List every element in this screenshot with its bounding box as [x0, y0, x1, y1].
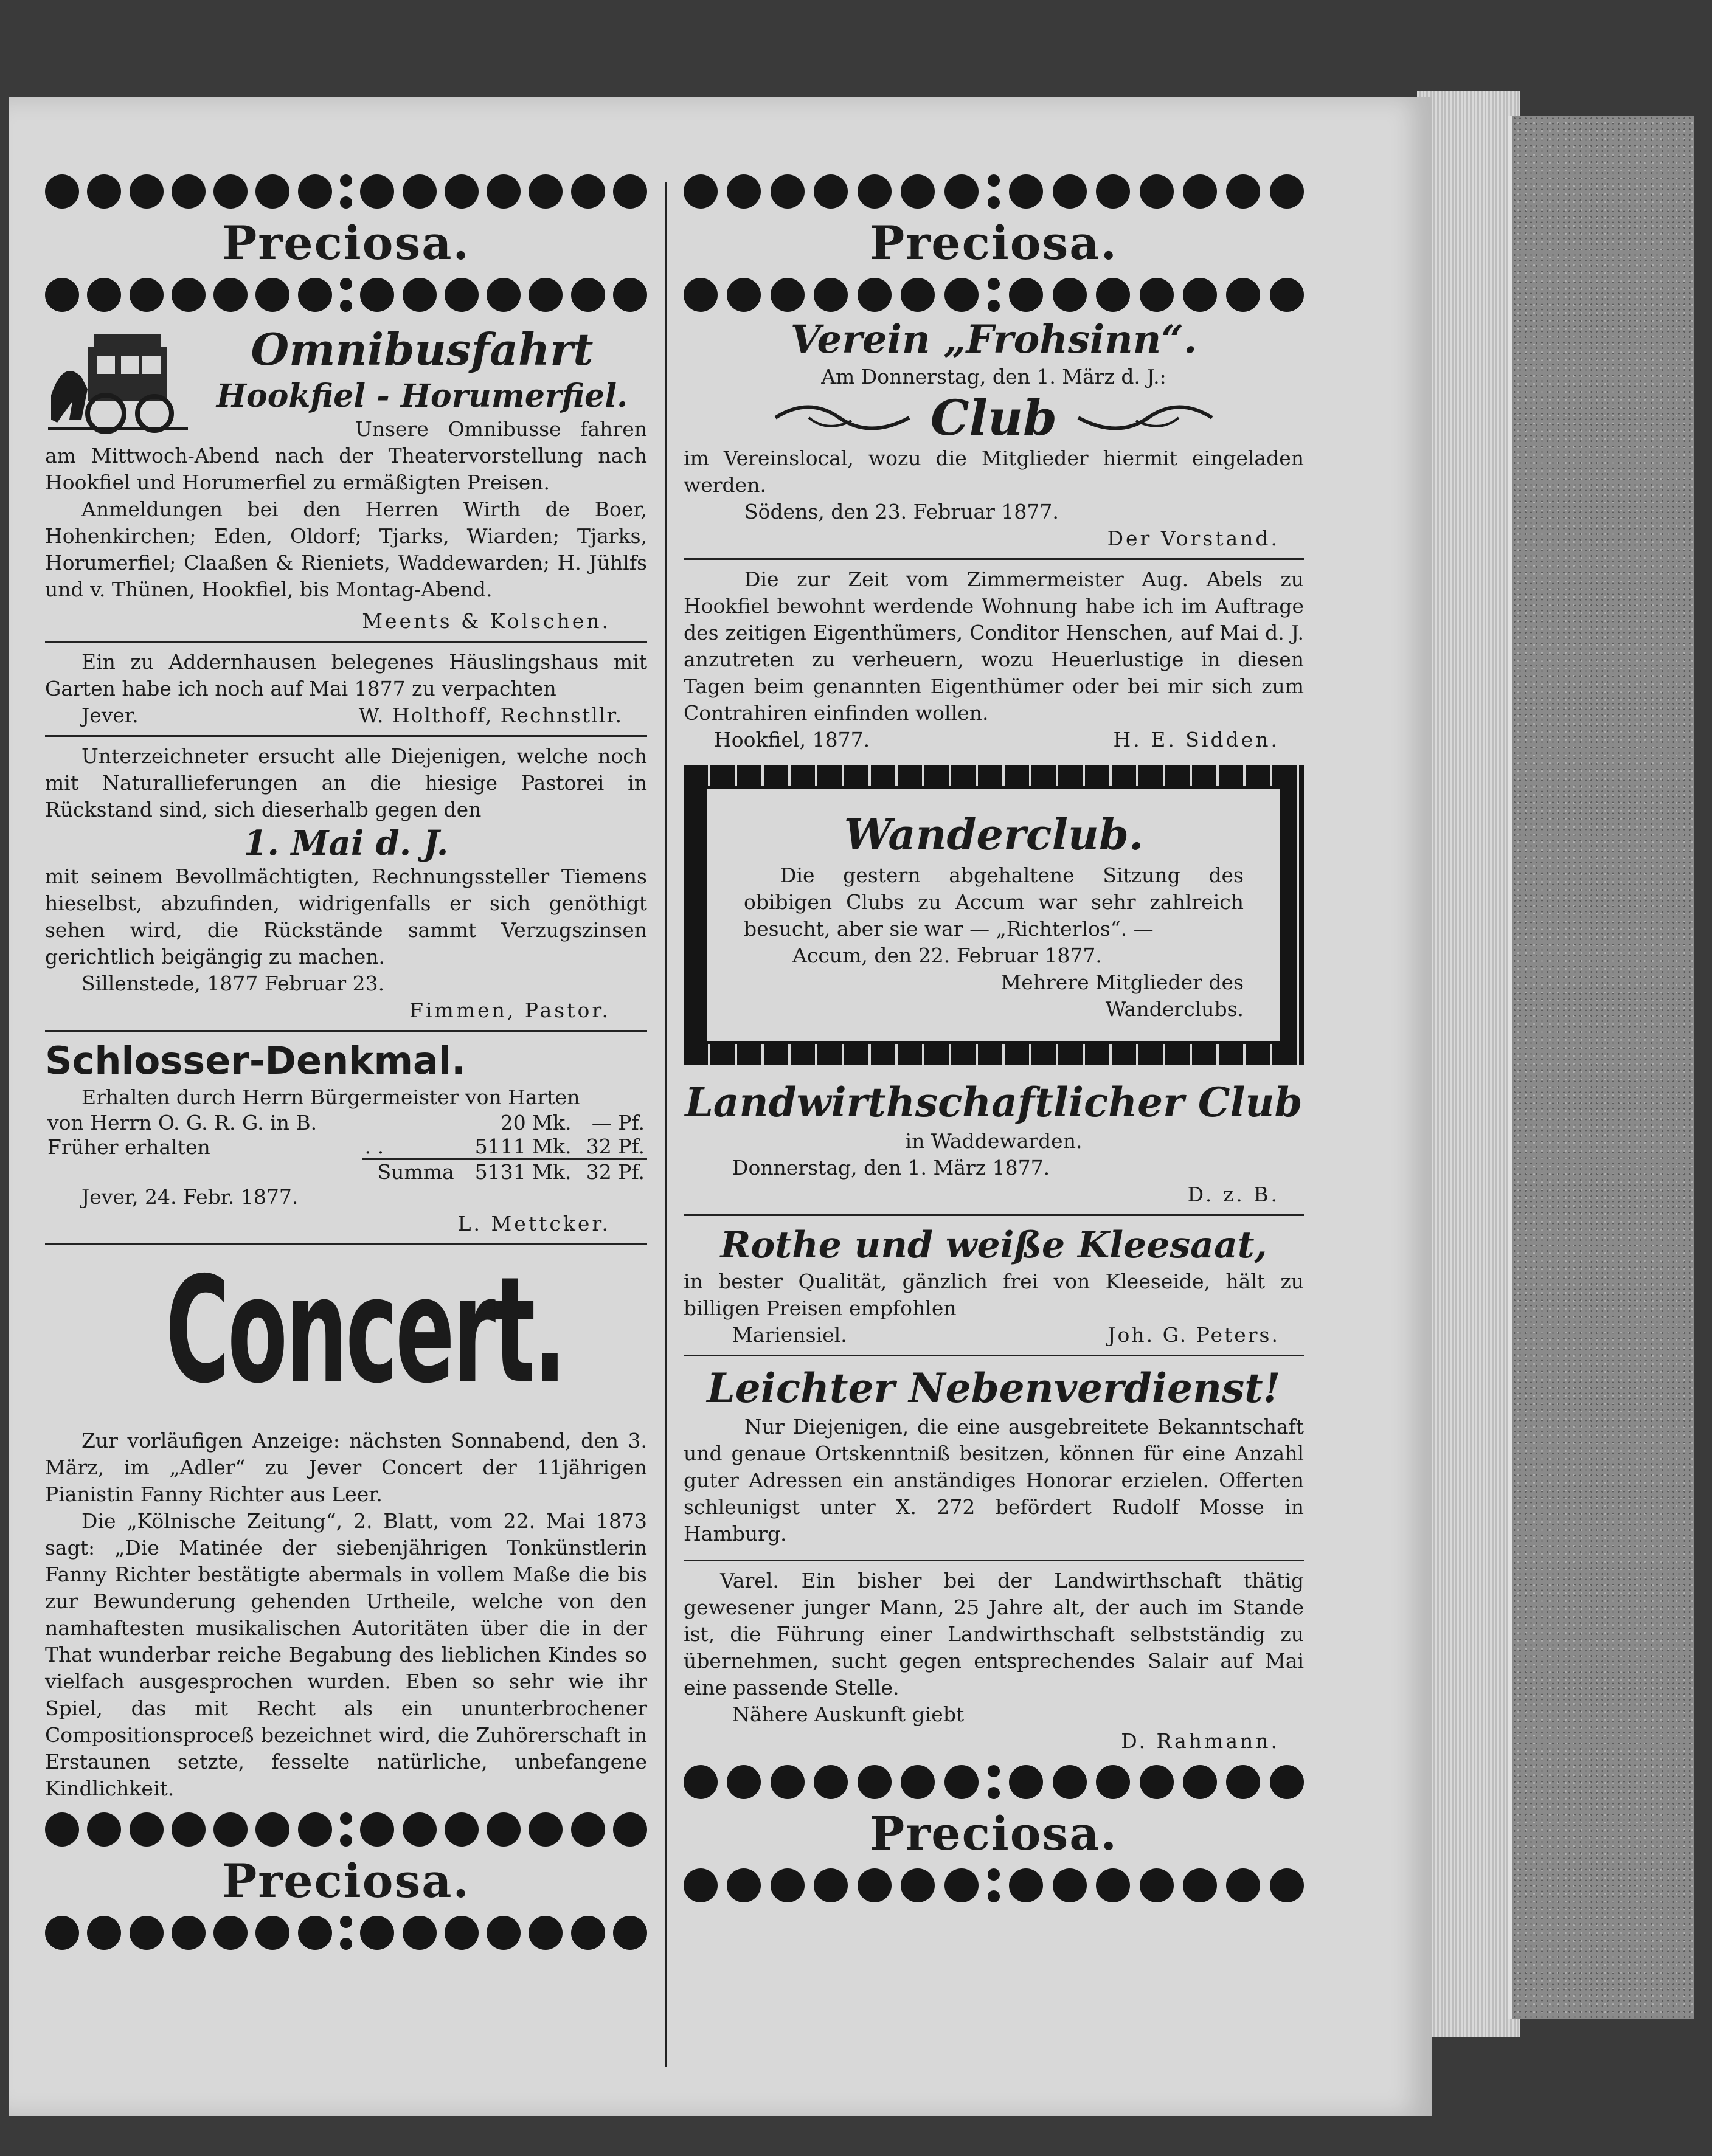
- ornament-dot: [1183, 1765, 1217, 1799]
- wohnung-body: Die zur Zeit vom Zimmermeister Aug. Abels zu Hookfiel bewohnt werdende Wohnung habe ich im Auftrage des zeitigen Eigenthümers, Conditor Henschen, auf Mai d. J. anzutreten zu verheuern, wozu Heuerlustige in diesen Tagen beim genannten Eigenthümer oder bei mir sich zum Contrahiren einfinden wollen.: [684, 567, 1304, 725]
- donation-pf: — Pf.: [591, 1111, 645, 1135]
- pastorei-ad: [45, 743, 647, 1024]
- ornament-dot: [858, 1765, 892, 1799]
- concert-title: Concert.: [165, 1245, 564, 1415]
- wanderclub-bordered-ad: [684, 765, 1304, 1065]
- pastorei-deadline: 1. Mai d. J.: [243, 823, 449, 863]
- sum-label: Summa: [362, 1159, 457, 1184]
- ornament-dot: [1009, 278, 1043, 312]
- wohnung-signature: H. E. Sidden.: [1113, 728, 1280, 751]
- ornament-dot: [130, 278, 164, 312]
- donation-sum-row: [45, 1159, 647, 1184]
- frohsinn-ad: [684, 316, 1304, 552]
- ornament-dot: [1053, 1765, 1087, 1799]
- column-divider: [665, 182, 667, 2067]
- dot-rule: [45, 170, 647, 213]
- ornament-dot: [901, 278, 935, 312]
- ornament-dot: [403, 174, 437, 209]
- ornament-dot: [771, 278, 805, 312]
- ornament-dot: [901, 174, 935, 209]
- section-rule: [684, 1560, 1304, 1561]
- omnibus-route: Hookfiel - Horumerfiel.: [216, 378, 628, 415]
- landwirth-dateline: Donnerstag, den 1. März 1877.: [732, 1156, 1050, 1180]
- ornament-dot: [130, 1812, 164, 1847]
- ornament-dot: [684, 278, 718, 312]
- ornament-dot: [613, 278, 647, 312]
- preciosa-banner: Preciosa.: [222, 1854, 470, 1908]
- section-rule: [45, 1030, 647, 1032]
- ornament-dot: [727, 278, 761, 312]
- ornament-dot: [814, 1765, 848, 1799]
- preciosa-banner: Preciosa.: [870, 1806, 1118, 1861]
- kleesaat-ad: [684, 1222, 1304, 1349]
- landwirth-place: in Waddewarden.: [905, 1129, 1083, 1153]
- wanderclub-dateline: Accum, den 22. Februar 1877.: [792, 944, 1102, 967]
- ornament-dot: [529, 278, 563, 312]
- ornament-dot: [360, 1812, 394, 1847]
- ornament-dot: [613, 1916, 647, 1950]
- ornament-dot: [1226, 278, 1260, 312]
- ornament-dot: [944, 174, 979, 209]
- concert-announcement: Zur vorläufigen Anzeige: nächsten Sonnabend, den 3. März, im „Adler“ zu Jever Concert der 11jährigen Pianistin Fanny Richter aus Leer.: [45, 1429, 647, 1506]
- ornament-dot: [901, 1868, 935, 1902]
- ornament-dot: [613, 174, 647, 209]
- varel-ad: [684, 1567, 1304, 1755]
- ornament-dot: [771, 174, 805, 209]
- sum-mk: 5131 Mk.: [457, 1159, 574, 1184]
- ornament-dot: [1053, 174, 1087, 209]
- wohnung-ad: [684, 566, 1304, 753]
- dot-rule: [45, 1912, 647, 1954]
- schlosser-dateline: Jever, 24. Febr. 1877.: [81, 1185, 299, 1209]
- ornament-dot: [213, 1916, 248, 1950]
- ornament-dot: [571, 1812, 605, 1847]
- kleesaat-place: Mariensiel.: [732, 1323, 847, 1347]
- frohsinn-body: im Vereinslocal, wozu die Mitglieder hiermit eingeladen werden.: [684, 446, 1304, 497]
- section-rule: [45, 735, 647, 737]
- donation-row: [45, 1135, 647, 1159]
- nebenverdienst-body: Nur Diejenigen, die eine ausgebreitete Bekanntschaft und genaue Ortskenntniß besitzen, können für eine Anzahl guter Adressen ein anständiges Honorar erzielen. Offerten schleunigst unter X. 272 befördert Rudolf Mosse in Hamburg.: [684, 1415, 1304, 1546]
- ornament-dot: [858, 1868, 892, 1902]
- ornament-colon: [988, 1868, 1000, 1902]
- ornament-dot: [172, 1812, 206, 1847]
- pastorei-body-continued: mit seinem Bevollmächtigten, Rechnungssteller Tiemens hieselbst, abzufinden, widrigenfalls er sich genöthigt sehen wird, die Rückstände sammt Verzugszinsen gerichtlich beigängig zu machen.: [45, 865, 647, 969]
- ornament-dot: [1140, 278, 1174, 312]
- dot-rule: [684, 274, 1304, 316]
- preciosa-banner: Preciosa.: [870, 216, 1118, 270]
- newspaper-page: [9, 97, 1432, 2116]
- ornament-dot: [1183, 278, 1217, 312]
- ornament-dot: [130, 1916, 164, 1950]
- ornament-dot: [571, 1916, 605, 1950]
- haeuslingshaus-signature: W. Holthoff, Rechnstllr.: [358, 703, 623, 727]
- section-rule: [45, 641, 647, 643]
- ornament-dot: [571, 278, 605, 312]
- donation-label: Früher erhalten: [47, 1135, 210, 1159]
- ornament-dot: [1183, 174, 1217, 209]
- concert-ad: [45, 1245, 647, 1802]
- donation-pf: 32 Pf.: [586, 1135, 645, 1158]
- ornament-dot: [814, 278, 848, 312]
- ornament-colon: [340, 1916, 352, 1950]
- haeuslingshaus-body: Ein zu Addernhausen belegenes Häuslingshaus mit Garten habe ich noch auf Mai 1877 zu verpachten: [45, 650, 647, 700]
- ornament-dot: [1270, 174, 1304, 209]
- ornament-dot: [771, 1868, 805, 1902]
- ornament-dot: [1226, 1868, 1260, 1902]
- ornament-dot: [1009, 174, 1043, 209]
- club-title: Club: [930, 389, 1058, 446]
- schlosser-intro: Erhalten durch Herrn Bürgermeister von Harten: [81, 1085, 580, 1109]
- ornament-dot: [487, 1916, 521, 1950]
- ornament-dot: [45, 1916, 79, 1950]
- ornament-dot: [487, 1812, 521, 1847]
- varel-body: Varel. Ein bisher bei der Landwirthschaft thätig gewesener junger Mann, 25 Jahre alt, der auch im Stande ist, die Führung einer Landwirthschaft selbstständig zu übernehmen, sucht gegen entsprechendes Salair auf Mai eine passende Stelle.: [684, 1569, 1304, 1699]
- ornament-dot: [360, 174, 394, 209]
- kleesaat-title: Rothe und weiße Kleesaat,: [720, 1224, 1267, 1266]
- section-rule: [684, 558, 1304, 560]
- ornament-dot: [1096, 174, 1130, 209]
- ornament-dot: [445, 278, 479, 312]
- frohsinn-date: Am Donnerstag, den 1. März d. J.:: [821, 365, 1166, 389]
- landwirth-ad: [684, 1077, 1304, 1208]
- ornament-dot: [360, 278, 394, 312]
- ornament-dot: [403, 1916, 437, 1950]
- ornament-dot: [944, 278, 979, 312]
- ornament-dot: [1096, 1868, 1130, 1902]
- stagecoach-illustration: [45, 322, 191, 438]
- ornament-dot: [1009, 1765, 1043, 1799]
- ornament-dot: [487, 278, 521, 312]
- ornament-dot: [1096, 278, 1130, 312]
- club-ornament: [684, 390, 1304, 445]
- ornament-dot: [571, 174, 605, 209]
- schlosser-signature: L. Mettcker.: [457, 1212, 611, 1235]
- ornament-dot: [360, 1916, 394, 1950]
- ornament-dot: [298, 174, 332, 209]
- frohsinn-dateline: Södens, den 23. Februar 1877.: [744, 500, 1059, 523]
- omnibus-registration: Anmeldungen bei den Herren Wirth de Boer, Hohenkirchen; Eden, Oldorf; Tjarks, Wiarden; Tjarks, Horumerfiel; Claaßen & Rieniets, Waddewarden; H. Jühlfs und v. Thünen, Hookfiel, bis Montag-Abend.: [45, 497, 647, 601]
- donation-row: [45, 1111, 647, 1135]
- sum-pf: 32 Pf.: [574, 1159, 647, 1184]
- ornament-dot: [298, 278, 332, 312]
- dot-rule: [684, 1864, 1304, 1907]
- wanderclub-signature: Mehrere Mitglieder des Wanderclubs.: [1000, 970, 1244, 1021]
- varel-contact: Nähere Auskunft giebt: [732, 1702, 965, 1726]
- ornament-dot: [529, 174, 563, 209]
- haeuslingshaus-ad: [45, 649, 647, 729]
- preciosa-banner: Preciosa.: [222, 216, 470, 270]
- ornament-dot: [1140, 174, 1174, 209]
- donation-label: von Herrn O. G. R. G. in B.: [47, 1111, 317, 1135]
- ornament-dot: [1053, 1868, 1087, 1902]
- ornament-dot: [727, 1765, 761, 1799]
- omnibus-body: Unsere Omnibusse fahren am Mittwoch-Abend nach der Theatervorstellung nach Hookfiel und Horumerfiel zu ermäßigten Preisen.: [45, 417, 647, 494]
- wanderclub-body: Die gestern abgehaltene Sitzung des obibigen Clubs zu Accum war sehr zahlreich besucht, aber sie war — „Richterlos“. —: [744, 863, 1244, 941]
- left-column: [45, 170, 647, 1954]
- ornament-dot: [684, 1765, 718, 1799]
- ornament-dot: [814, 174, 848, 209]
- ornament-dot: [172, 174, 206, 209]
- section-rule: [684, 1355, 1304, 1356]
- schlosser-title: Schlosser-Denkmal.: [45, 1038, 466, 1083]
- scroll-ornament-right: [1075, 396, 1215, 439]
- nebenverdienst-ad: [684, 1363, 1304, 1547]
- scroll-ornament-left: [772, 396, 912, 439]
- page-edges: [1417, 91, 1520, 2037]
- ornament-dot: [1053, 278, 1087, 312]
- dot-rule: [45, 1808, 647, 1851]
- concert-review: Die „Kölnische Zeitung“, 2. Blatt, vom 22. Mai 1873 sagt: „Die Matinée der siebenjährigen Tonkünstlerin Fanny Richter bestätigte abermals in vollem Maße die bis zur Bewunderung gehenden Urtheile, welche von den namhaftesten musikalischen Autoritäten über die in der That wunderbar reiche Begabung des lieblichen Kindes so vielfach ausgesprochen wurden. Eben so sehr wie ihr Spiel, das mit Recht als ein ununterbrochener Compositionsproceß bezeichnet wird, die Zuhörerschaft in Erstaunen setzte, fesselte natürliche, unbefangene Kindlichkeit.: [45, 1509, 647, 1800]
- ornament-dot: [87, 1916, 121, 1950]
- ornament-dot: [403, 278, 437, 312]
- omnibus-title: Omnibusfahrt: [251, 323, 594, 375]
- ornament-dot: [1270, 1868, 1304, 1902]
- ornament-dot: [45, 1812, 79, 1847]
- ornament-dot: [445, 1916, 479, 1950]
- ornament-dot: [814, 1868, 848, 1902]
- donation-mk: 5111 Mk.: [474, 1135, 572, 1158]
- ornament-dot: [130, 174, 164, 209]
- ornament-dot: [255, 174, 289, 209]
- ornament-dot: [1096, 1765, 1130, 1799]
- ornament-dot: [529, 1812, 563, 1847]
- schlosser-ad: [45, 1038, 647, 1237]
- ornament-dot: [172, 278, 206, 312]
- ornament-dot: [87, 174, 121, 209]
- varel-signature: D. Rahmann.: [1121, 1729, 1280, 1753]
- pastorei-signature: Fimmen, Pastor.: [409, 998, 611, 1022]
- donation-table: [45, 1111, 647, 1184]
- ornament-dot: [901, 1765, 935, 1799]
- section-rule: [684, 1214, 1304, 1216]
- ornament-dot: [172, 1916, 206, 1950]
- ornament-colon: [340, 278, 352, 312]
- ornament-dot: [1009, 1868, 1043, 1902]
- ornament-dot: [684, 174, 718, 209]
- ornament-dot: [727, 174, 761, 209]
- dot-rule: [684, 1761, 1304, 1803]
- ornament-colon: [340, 174, 352, 209]
- ornament-dot: [403, 1812, 437, 1847]
- ornament-dot: [445, 174, 479, 209]
- nebenverdienst-title: Leichter Nebenverdienst!: [707, 1364, 1281, 1412]
- frohsinn-signature: Der Vorstand.: [1107, 527, 1280, 550]
- ornament-dot: [771, 1765, 805, 1799]
- ornament-dot: [1270, 278, 1304, 312]
- pastorei-body: Unterzeichneter ersucht alle Diejenigen, welche noch mit Naturallieferungen an die hiesige Pastorei in Rückstand sind, sich dieserhalb gegen den: [45, 744, 647, 821]
- ornament-dot: [298, 1812, 332, 1847]
- ornament-colon: [988, 174, 1000, 209]
- ornament-dot: [944, 1868, 979, 1902]
- kleesaat-body: in bester Qualität, gänzlich frei von Kleeseide, hält zu billigen Preisen empfohlen: [684, 1270, 1304, 1320]
- ornament-dot: [298, 1916, 332, 1950]
- landwirth-title: Landwirthschaftlicher Club: [685, 1079, 1303, 1126]
- right-column: [684, 170, 1304, 1907]
- ornament-dot: [1140, 1868, 1174, 1902]
- ornament-dot: [213, 278, 248, 312]
- ornament-dot: [255, 1812, 289, 1847]
- ornament-dot: [45, 278, 79, 312]
- pastorei-dateline: Sillenstede, 1877 Februar 23.: [81, 972, 385, 995]
- wanderclub-title: Wanderclub.: [844, 809, 1144, 860]
- ornament-dot: [87, 278, 121, 312]
- omnibus-ad: [45, 322, 647, 635]
- ornament-dot: [529, 1916, 563, 1950]
- ornament-dot: [213, 1812, 248, 1847]
- book-edge: [1417, 91, 1703, 2037]
- book-cover-edge: [1508, 116, 1694, 2019]
- ornament-dot: [684, 1868, 718, 1902]
- frohsinn-title: Verein „Frohsinn“.: [790, 317, 1197, 362]
- landwirth-signature: D. z. B.: [1187, 1183, 1280, 1206]
- dot-rule: [684, 170, 1304, 213]
- ornament-colon: [988, 278, 1000, 312]
- ornament-dot: [858, 174, 892, 209]
- ornament-dot: [255, 1916, 289, 1950]
- ornament-dot: [1270, 1765, 1304, 1799]
- ornament-dot: [858, 278, 892, 312]
- kleesaat-signature: Joh. G. Peters.: [1107, 1323, 1280, 1347]
- ornament-dot: [944, 1765, 979, 1799]
- ornament-colon: [988, 1765, 1000, 1799]
- ornament-dot: [445, 1812, 479, 1847]
- haeuslingshaus-place: Jever.: [81, 703, 139, 727]
- ornament-dot: [487, 174, 521, 209]
- donation-leader-dots: . .: [364, 1135, 384, 1158]
- ornament-dot: [727, 1868, 761, 1902]
- omnibus-signature: Meents & Kolschen.: [362, 609, 611, 633]
- ornament-dot: [213, 174, 248, 209]
- ornament-colon: [340, 1812, 352, 1847]
- donation-mk: 20 Mk.: [500, 1111, 572, 1135]
- ornament-dot: [1226, 174, 1260, 209]
- wohnung-place: Hookfiel, 1877.: [714, 728, 870, 751]
- ornament-dot: [1226, 1765, 1260, 1799]
- ornament-dot: [1183, 1868, 1217, 1902]
- ornament-dot: [87, 1812, 121, 1847]
- ornament-dot: [613, 1812, 647, 1847]
- ornament-dot: [45, 174, 79, 209]
- dot-rule: [45, 274, 647, 316]
- ornament-dot: [1140, 1765, 1174, 1799]
- ornament-dot: [255, 278, 289, 312]
